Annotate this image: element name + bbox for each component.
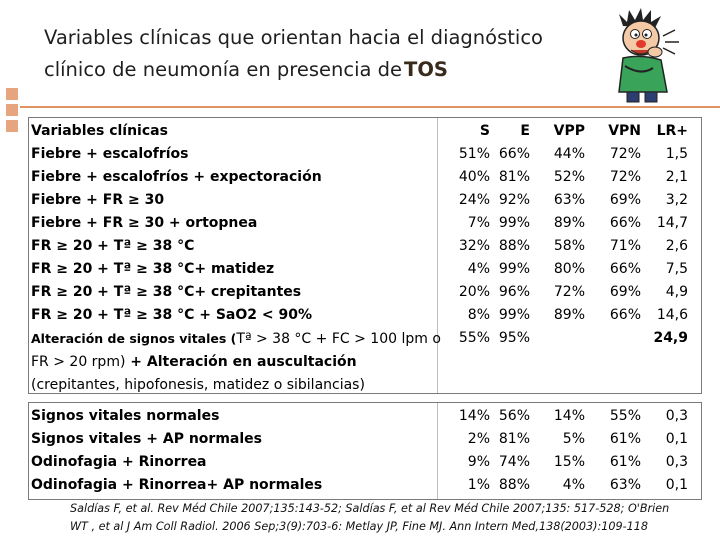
table-row [29,327,701,350]
cell-lr: 1,5 [665,146,688,162]
cell-s: 7% [467,215,490,231]
row-label: Signos vitales normales [31,408,220,424]
cell-s: 9% [467,454,490,470]
cell-lr: 0,3 [665,408,688,424]
cell-vpn: 69% [609,284,641,300]
row-label: Odinofagia + Rinorrea+ AP normales [31,477,323,493]
cell-vpp: 44% [553,146,585,162]
cell-vpn: 61% [609,454,641,470]
title-divider [20,106,720,108]
row-label: Odinofagia + Rinorrea [31,454,207,470]
cell-vpp: 89% [553,215,585,231]
row-label: Fiebre + escalofríos + expectoración [31,169,322,185]
cell-vpn: 72% [609,169,641,185]
cell-vpn: 69% [609,192,641,208]
cell-vpp: 58% [553,238,585,254]
row-label: FR ≥ 20 + Tª ≥ 38 °C + SaO2 < 90% [31,307,312,323]
title-line-2 [44,54,624,86]
cell-e: 56% [498,408,530,424]
cell-s: 20% [458,284,490,300]
table-row [29,451,701,474]
row-label: FR ≥ 20 + Tª ≥ 38 °C+ crepitantes [31,284,302,300]
cell-lr: 7,5 [665,261,688,277]
cell-s: 55% [458,330,490,346]
row-label: FR ≥ 20 + Tª ≥ 38 °C [31,238,195,254]
cell-vpp: 63% [553,192,585,208]
cell-e: 92% [498,192,530,208]
cell-lr: 0,1 [665,431,688,447]
cell-e: 81% [498,431,530,447]
references-footnote [70,500,710,536]
row-label: Signos vitales + AP normales [31,431,262,447]
cell-lr: 2,6 [665,238,688,254]
clinical-variables-table [28,117,702,394]
cell-lr: 4,9 [665,284,688,300]
cell-vpn: 63% [609,477,641,493]
coughing-man-cartoon-icon [605,6,689,104]
table-header-row [29,120,701,143]
cell-s: 8% [467,307,490,323]
cell-vpp: 52% [553,169,585,185]
table-row [29,258,701,281]
cell-s: 32% [458,238,490,254]
cell-s: 24% [458,192,490,208]
header-s: S [479,123,490,139]
row-label: Fiebre + FR ≥ 30 [31,192,165,208]
alt-part-3: + Alteración en auscultación [125,354,357,370]
cell-vpp: 72% [553,284,585,300]
cell-vpn: 72% [609,146,641,162]
cell-lr: 2,1 [665,169,688,185]
decor-square [6,88,18,100]
normal-findings-table [28,402,702,500]
cell-vpn: 61% [609,431,641,447]
cell-e: 88% [498,477,530,493]
cell-vpp: 15% [553,454,585,470]
cell-e: 99% [498,307,530,323]
table-row [29,405,701,428]
cell-s: 2% [467,431,490,447]
alt-part-2: Tª > 38 °C + FC > 100 lpm o FR > 20 rpm) [31,331,441,370]
table-row [29,166,701,189]
cell-lr: 3,2 [665,192,688,208]
cell-lr: 14,6 [656,307,688,323]
cell-vpp: 14% [553,408,585,424]
table-row [29,474,701,497]
cell-e: 95% [498,330,530,346]
alt-part-1: Alteración de signos vitales ( [31,331,237,346]
cell-e: 81% [498,169,530,185]
header-e: E [520,123,530,139]
cell-s: 14% [458,408,490,424]
cell-s: 1% [467,477,490,493]
decor-square [6,104,18,116]
header-lr: LR+ [656,123,688,139]
cell-vpn: 66% [609,307,641,323]
table-row [29,304,701,327]
title-tos: TOS [404,58,448,81]
cell-vpp: 4% [562,477,585,493]
row-label: FR ≥ 20 + Tª ≥ 38 °C+ matidez [31,261,275,277]
row-label: Fiebre + FR ≥ 30 + ortopnea [31,215,258,231]
cell-vpp: 80% [553,261,585,277]
footnote-line-2: WT , et al J Am Coll Radiol. 2006 Sep;3(9):703-6: Metlay JP, Fine MJ. Ann Intern Med,138(2003):109-118 [70,520,649,533]
table-row [29,189,701,212]
cell-e: 74% [498,454,530,470]
row-label: Fiebre + escalofríos [31,146,189,162]
cell-vpp: 89% [553,307,585,323]
page-title [44,22,624,86]
cell-s: 51% [458,146,490,162]
footnote-line-1: Saldías F, et al. Rev Méd Chile 2007;135:143-52; Saldías F, et al Rev Méd Chile 2007;135: 517-528; O'Brien [70,502,670,515]
cell-s: 40% [458,169,490,185]
alt-part-4: (crepitantes, hipofonesis, matidez o sibilancias) [31,377,365,393]
cell-lr: 0,3 [665,454,688,470]
title-line-1: Variables clínicas que orientan hacia el diagnóstico [44,26,543,49]
decor-square [6,120,18,132]
cell-vpn: 55% [609,408,641,424]
table-row [29,235,701,258]
cell-e: 96% [498,284,530,300]
cell-vpn: 66% [609,261,641,277]
header-variables: Variables clínicas [31,123,168,139]
table-row [29,212,701,235]
table-row [29,143,701,166]
title-line-2-text: clínico de neumonía en presencia de [44,58,403,81]
cell-lr: 14,7 [656,215,688,231]
cell-e: 99% [498,215,530,231]
table-row [29,281,701,304]
cell-vpn: 66% [609,215,641,231]
cell-e: 99% [498,261,530,277]
cell-vpp: 5% [562,431,585,447]
cell-s: 4% [467,261,490,277]
cell-e: 66% [498,146,530,162]
header-vpp: VPP [553,123,585,139]
header-vpn: VPN [608,123,641,139]
table-row [29,428,701,451]
cell-lr: 0,1 [665,477,688,493]
cell-vpn: 71% [609,238,641,254]
cell-lr: 24,9 [653,330,688,346]
cell-e: 88% [498,238,530,254]
